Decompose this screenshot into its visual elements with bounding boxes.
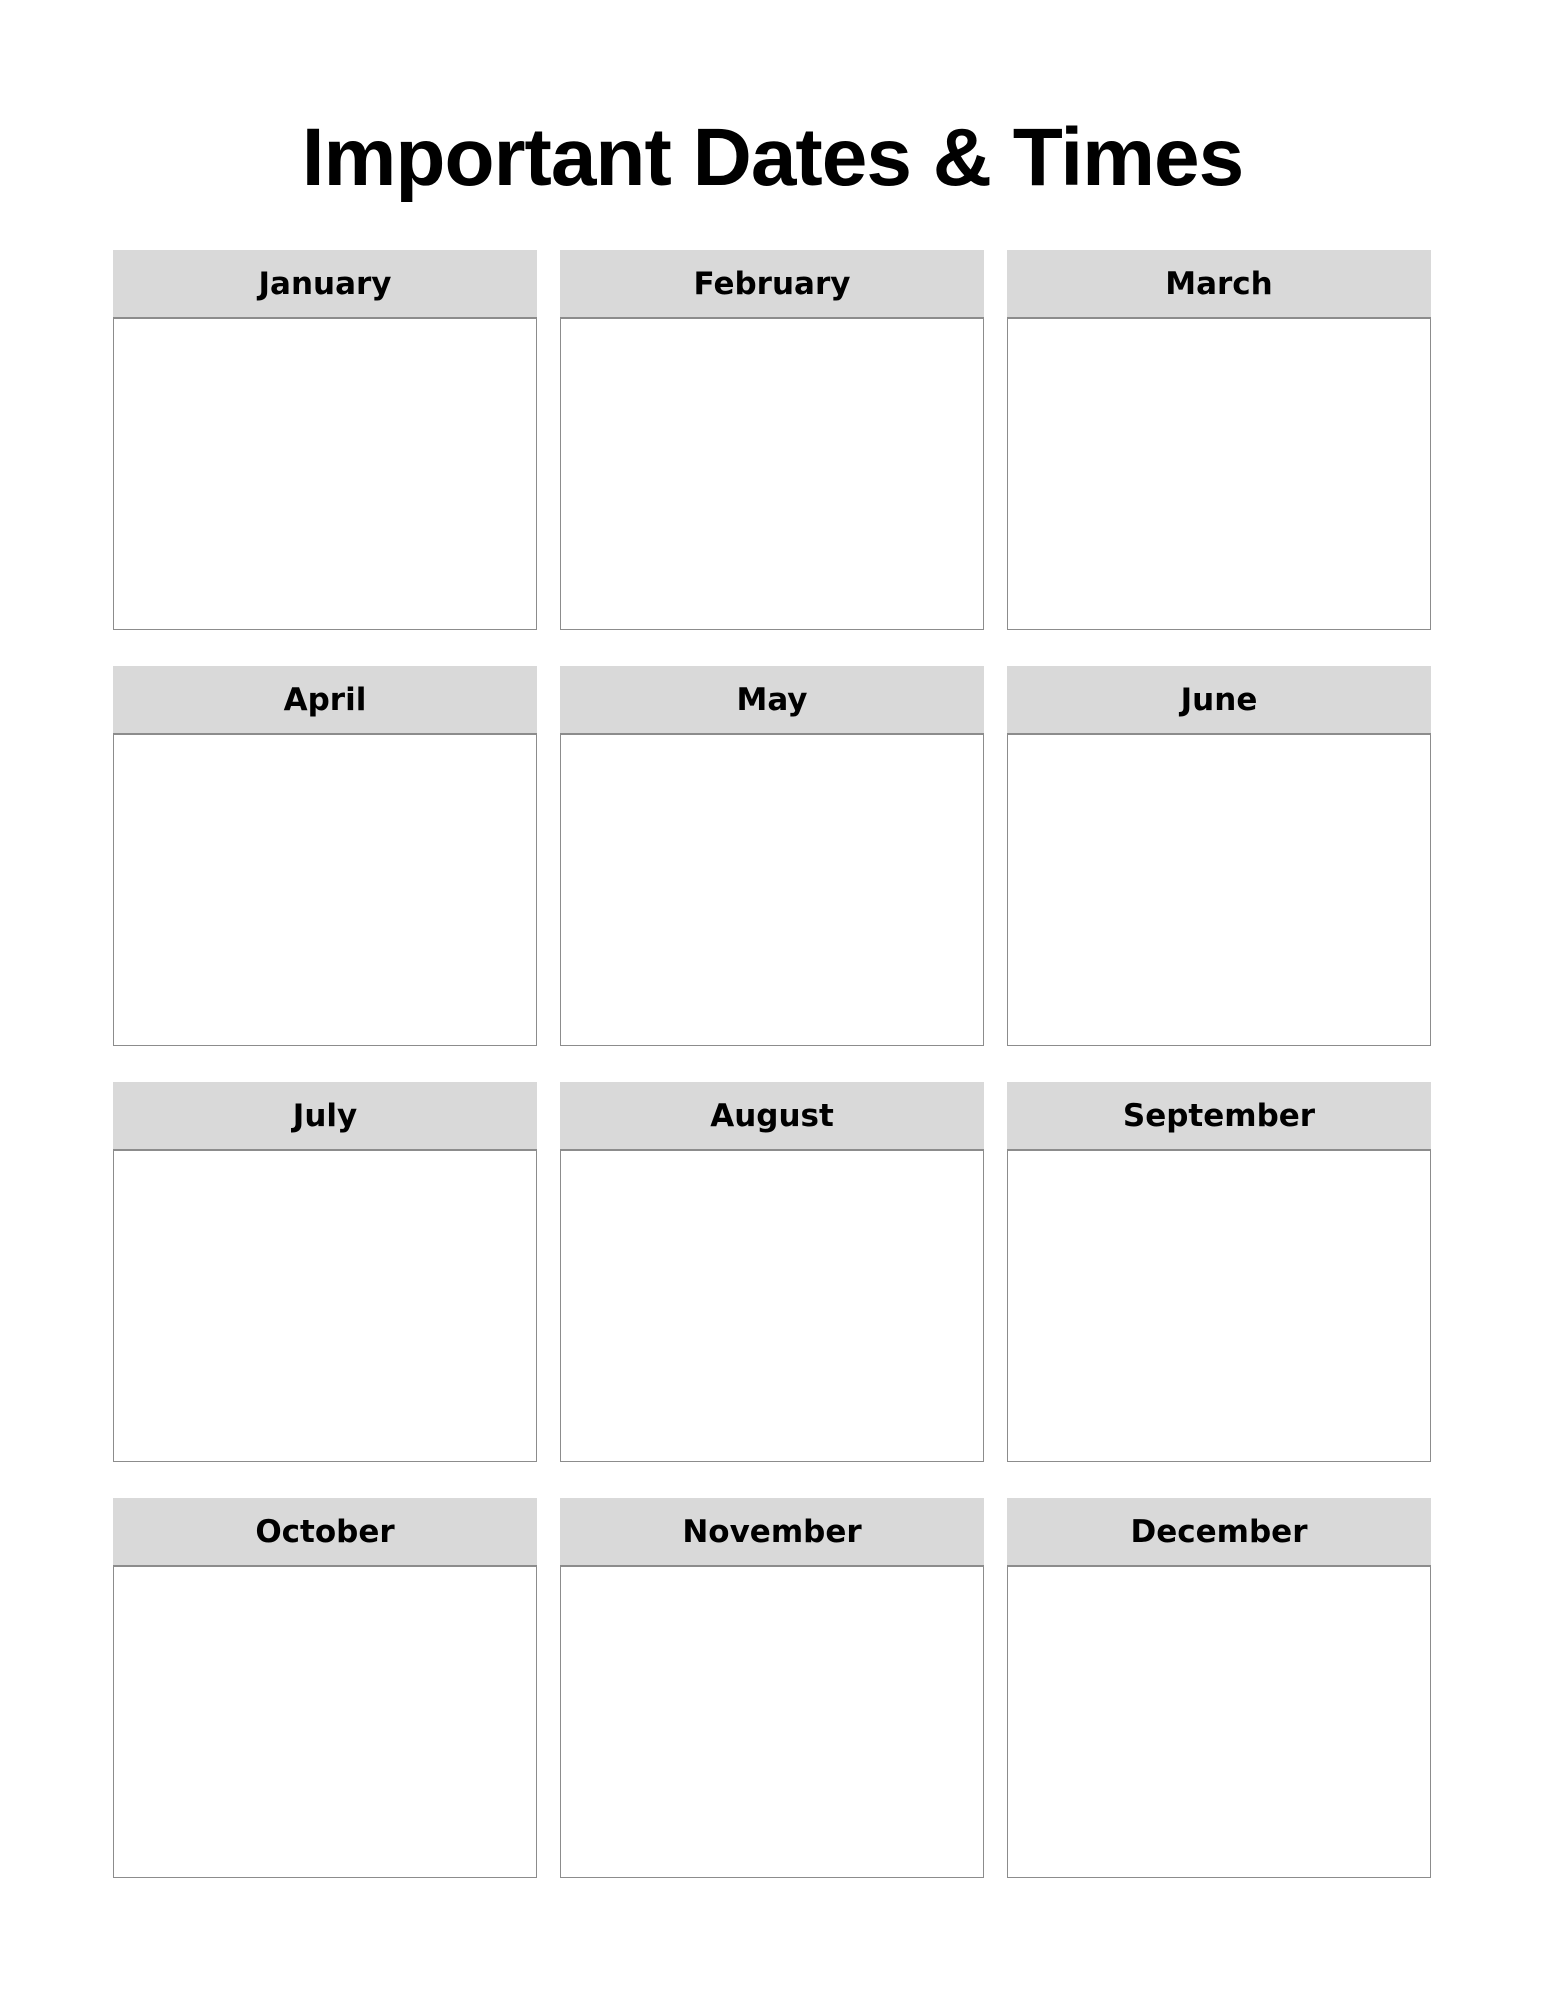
months-grid [113, 250, 1432, 1878]
month-card-may [560, 666, 984, 1046]
month-card-december [1007, 1498, 1431, 1878]
month-card-august [560, 1082, 984, 1462]
month-notes-box[interactable] [1007, 319, 1431, 630]
month-notes-box[interactable] [560, 1567, 984, 1878]
month-header: February [560, 250, 984, 319]
month-card-october [113, 1498, 537, 1878]
month-notes-box[interactable] [560, 1151, 984, 1462]
month-header: October [113, 1498, 537, 1567]
month-notes-box[interactable] [1007, 1567, 1431, 1878]
month-card-february [560, 250, 984, 630]
month-header: September [1007, 1082, 1431, 1151]
month-notes-box[interactable] [560, 735, 984, 1046]
month-header: November [560, 1498, 984, 1567]
month-header: December [1007, 1498, 1431, 1567]
month-notes-box[interactable] [560, 319, 984, 630]
month-notes-box[interactable] [1007, 1151, 1431, 1462]
month-notes-box[interactable] [113, 1151, 537, 1462]
month-card-april [113, 666, 537, 1046]
month-notes-box[interactable] [113, 319, 537, 630]
month-header: May [560, 666, 984, 735]
month-header: July [113, 1082, 537, 1151]
month-card-january [113, 250, 537, 630]
month-notes-box[interactable] [113, 1567, 537, 1878]
month-notes-box[interactable] [1007, 735, 1431, 1046]
month-header: August [560, 1082, 984, 1151]
month-card-november [560, 1498, 984, 1878]
month-header: January [113, 250, 537, 319]
month-card-september [1007, 1082, 1431, 1462]
month-card-june [1007, 666, 1431, 1046]
month-card-march [1007, 250, 1431, 630]
month-card-july [113, 1082, 537, 1462]
month-header: March [1007, 250, 1431, 319]
month-header: June [1007, 666, 1431, 735]
month-notes-box[interactable] [113, 735, 537, 1046]
month-header: April [113, 666, 537, 735]
page-title: Important Dates & Times [301, 112, 1244, 203]
